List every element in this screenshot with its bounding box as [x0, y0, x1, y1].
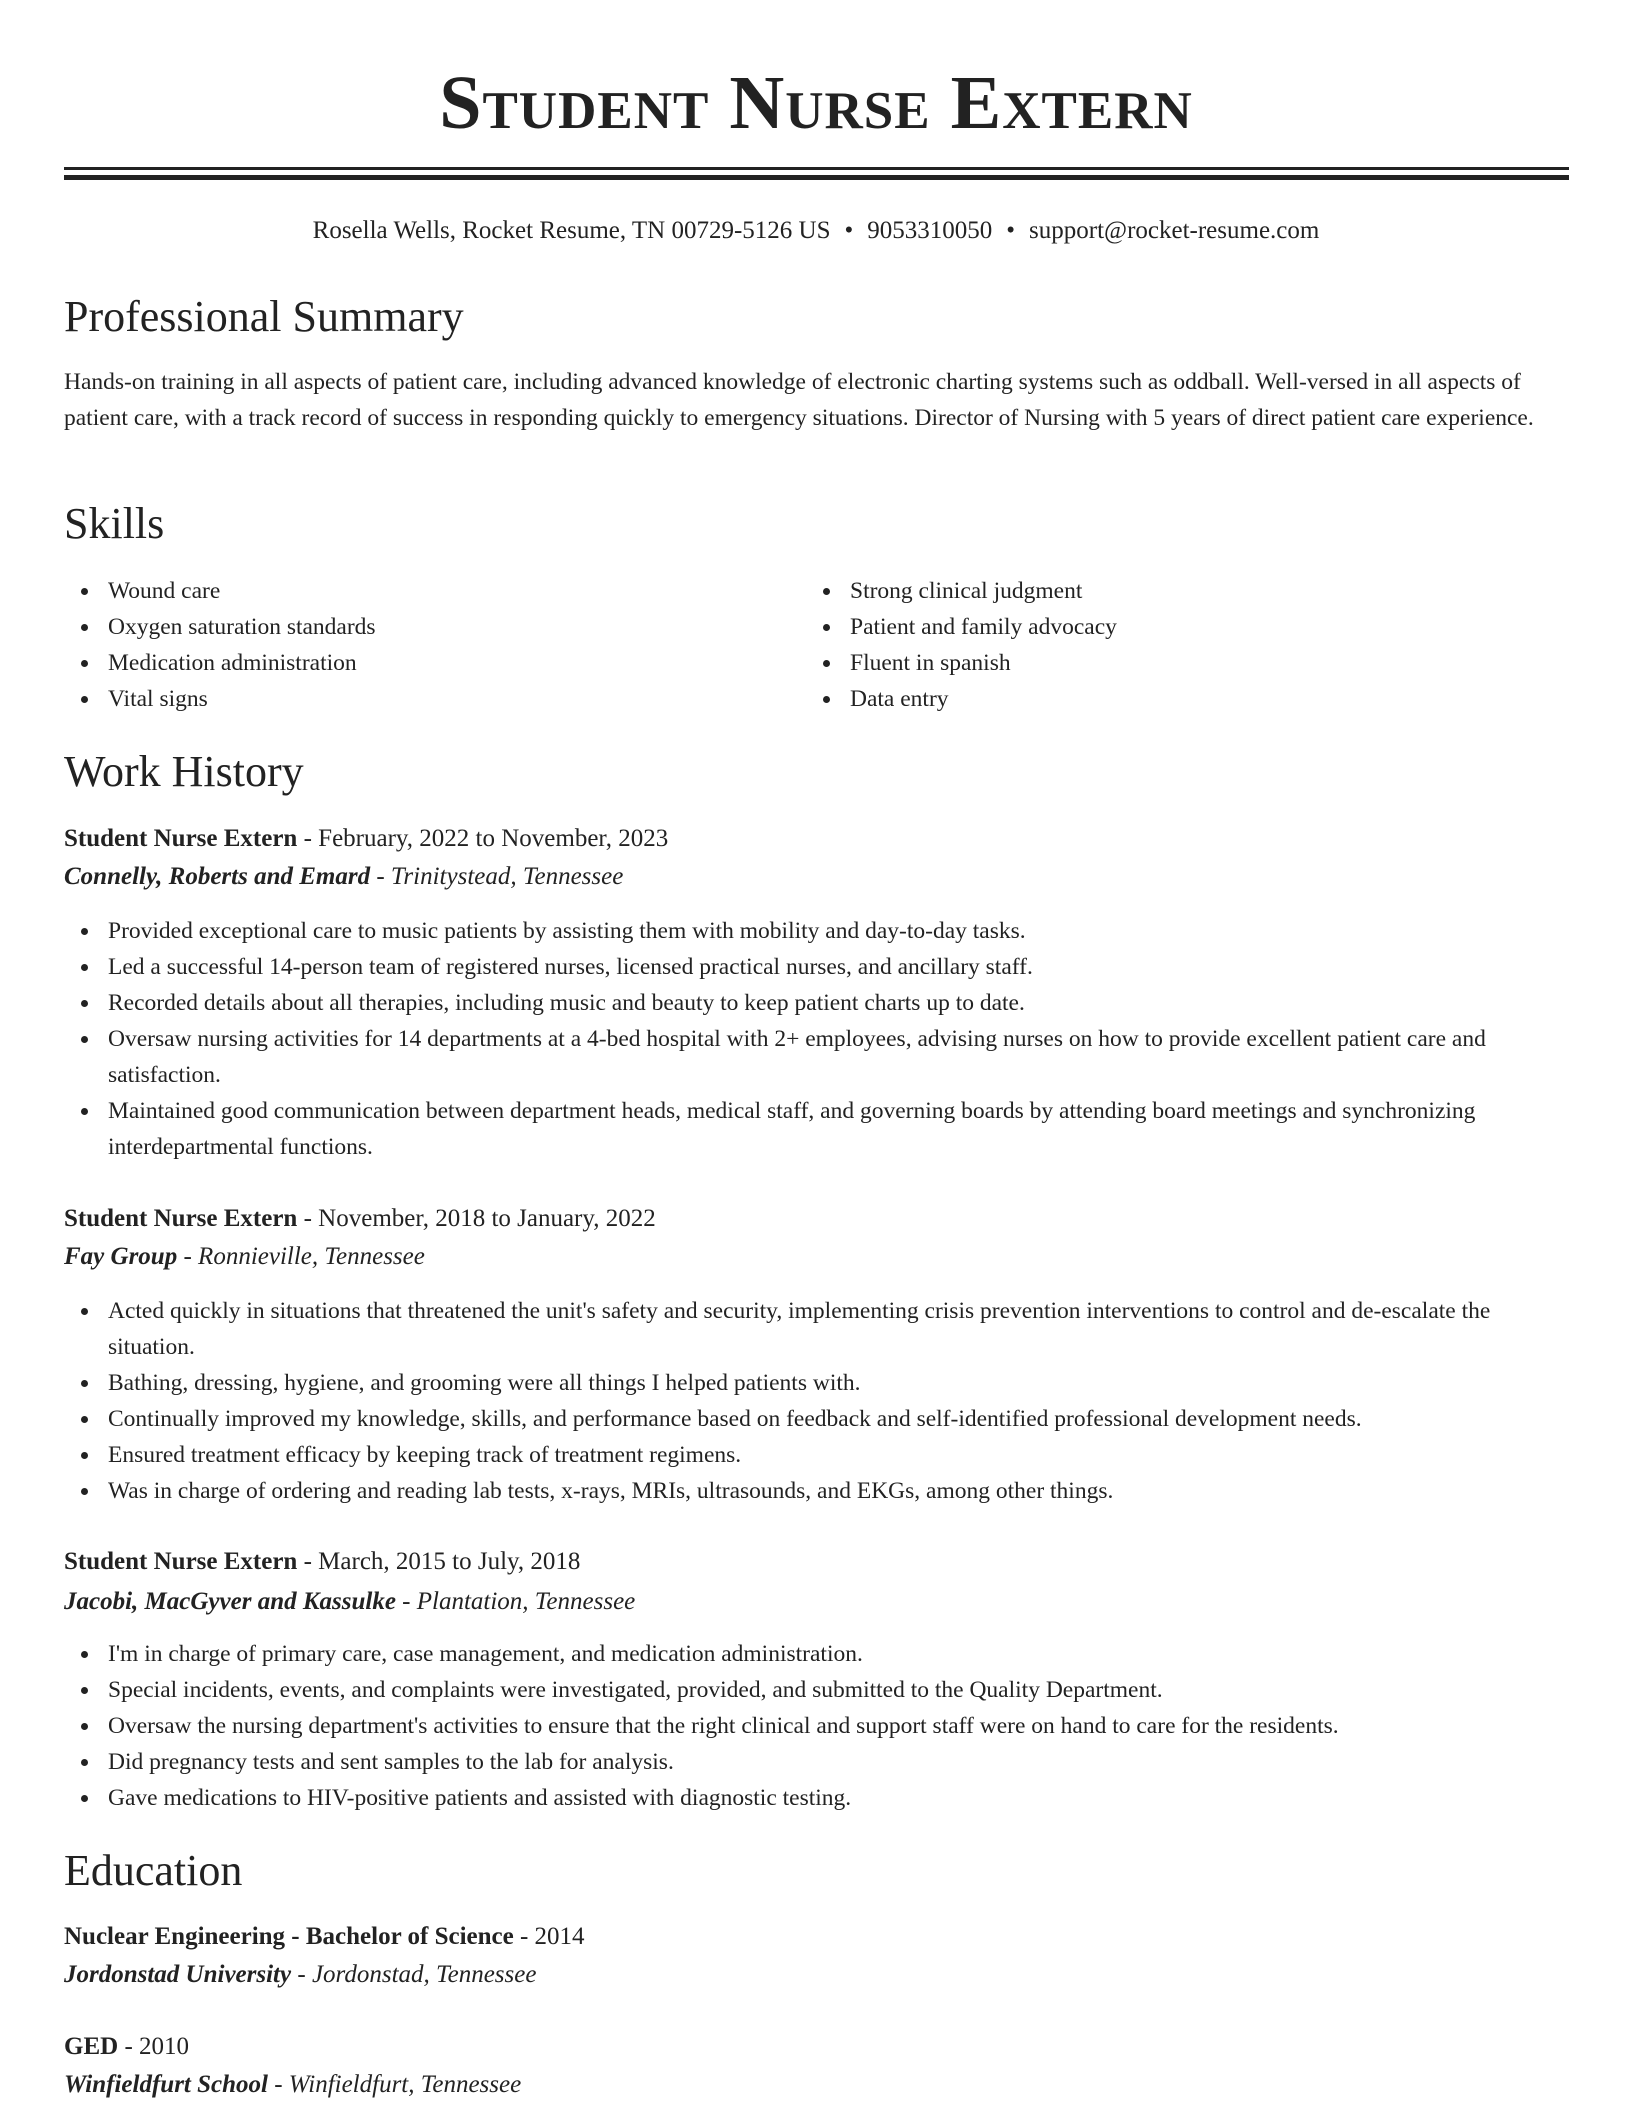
summary-text: Hands-on training in all aspects of patient care, including advanced knowledge of electronic charting systems such as oddball. Well-versed in all aspects of patient care, with a track record of success in responding quickly to emergency situations. Director of Nursing with 5 years of direct patient care experience. [64, 369, 1534, 431]
job-location: Plantation, Tennessee [416, 1588, 636, 1615]
skill-item: Fluent in spanish [806, 645, 1566, 681]
contact-line [0, 215, 1632, 247]
contact-email: support@rocket-resume.com [1029, 217, 1320, 244]
education-school: Winfieldfurt School [64, 2071, 268, 2098]
job-bullet: Was in charge of ordering and reading lab tests, x-rays, MRIs, ultrasounds, and EKGs, among other things. [64, 1473, 1574, 1509]
job-bullet: Recorded details about all therapies, including music and beauty to keep patient charts up to date. [64, 985, 1574, 1021]
job-bullet: Provided exceptional care to music patients by assisting them with mobility and day-to-day tasks. [64, 913, 1574, 949]
education-heading: Education [64, 1846, 243, 1895]
education-degree-line: GED - 2010 [64, 2033, 190, 2060]
job-bullet: Ensured treatment efficacy by keeping track of treatment regimens. [64, 1437, 1574, 1473]
education-location: Jordonstad, Tennessee [311, 1961, 537, 1988]
education-degree: Nuclear Engineering - Bachelor of Science [64, 1923, 514, 1950]
skill-item: Vital signs [64, 681, 764, 717]
job-title-line: Student Nurse Extern - November, 2018 to January, 2022 [64, 1205, 656, 1232]
job-bullet: Continually improved my knowledge, skills, and performance based on feedback and self-identified professional development needs. [64, 1401, 1574, 1437]
job-employer-line: Connelly, Roberts and Emard - Trinitystead, Tennessee [64, 863, 624, 890]
job-bullet: I'm in charge of primary care, case management, and medication administration. [64, 1636, 1574, 1672]
education-location: Winfieldfurt, Tennessee [288, 2071, 522, 2098]
job-bullets [64, 913, 1574, 1165]
job-title-line: Student Nurse Extern - February, 2022 to November, 2023 [64, 825, 669, 852]
contact-separator: • [844, 217, 854, 244]
job-bullet: Led a successful 14-person team of registered nurses, licensed practical nurses, and ancillary staff. [64, 949, 1574, 985]
skills-list-right [806, 573, 1566, 717]
skill-item: Oxygen saturation standards [64, 609, 764, 645]
job-location: Ronnieville, Tennessee [198, 1243, 425, 1270]
skills-list-left [64, 573, 764, 717]
education-year: 2010 [139, 2033, 190, 2060]
contact-address: Rosella Wells, Rocket Resume, TN 00729-5126 US [312, 217, 831, 244]
resume-title: Student Nurse Extern [439, 61, 1193, 145]
job-bullet: Oversaw nursing activities for 14 departments at a 4-bed hospital with 2+ employees, advising nurses on how to provide excellent patient care and satisfaction. [64, 1021, 1574, 1093]
job-dates: November, 2018 to January, 2022 [318, 1205, 656, 1232]
job-bullet: Acted quickly in situations that threatened the unit's safety and security, implementing crisis prevention interventions to control and de-escalate the situation. [64, 1293, 1574, 1365]
job-dates: February, 2022 to November, 2023 [318, 825, 669, 852]
skill-item: Medication administration [64, 645, 764, 681]
job-bullet: Bathing, dressing, hygiene, and grooming were all things I helped patients with. [64, 1365, 1574, 1401]
job-title: Student Nurse Extern [64, 1548, 298, 1575]
job-bullet: Did pregnancy tests and sent samples to the lab for analysis. [64, 1744, 1574, 1780]
job-title-line: Student Nurse Extern - March, 2015 to July, 2018 [64, 1548, 581, 1575]
education-school-line: Jordonstad University - Jordonstad, Tennessee [64, 1961, 537, 1988]
summary-heading: Professional Summary [64, 292, 464, 341]
title-divider-top [64, 167, 1569, 170]
skill-item: Data entry [806, 681, 1566, 717]
job-bullet: Special incidents, events, and complaints were investigated, provided, and submitted to the Quality Department. [64, 1672, 1574, 1708]
job-location: Trinitystead, Tennessee [390, 863, 624, 890]
education-school: Jordonstad University [64, 1961, 292, 1988]
job-employer: Connelly, Roberts and Emard [64, 863, 371, 890]
work-history-heading: Work History [64, 747, 304, 796]
job-bullet: Gave medications to HIV-positive patients and assisted with diagnostic testing. [64, 1780, 1574, 1816]
job-bullets [64, 1636, 1574, 1816]
skills-heading: Skills [64, 499, 165, 548]
education-year: 2014 [534, 1923, 585, 1950]
job-bullets [64, 1293, 1574, 1509]
education-school-line: Winfieldfurt School - Winfieldfurt, Tennessee [64, 2071, 522, 2098]
job-title: Student Nurse Extern [64, 825, 298, 852]
job-title: Student Nurse Extern [64, 1205, 298, 1232]
skill-item: Strong clinical judgment [806, 573, 1566, 609]
skill-item: Wound care [64, 573, 764, 609]
job-bullet: Maintained good communication between department heads, medical staff, and governing boards by attending board meetings and synchronizing interdepartmental functions. [64, 1093, 1574, 1165]
job-employer: Jacobi, MacGyver and Kassulke [64, 1588, 396, 1615]
job-bullet: Oversaw the nursing department's activities to ensure that the right clinical and support staff were on hand to care for the residents. [64, 1708, 1574, 1744]
education-degree-line: Nuclear Engineering - Bachelor of Science - 2014 [64, 1923, 585, 1950]
contact-phone: 9053310050 [867, 217, 993, 244]
skill-item: Patient and family advocacy [806, 609, 1566, 645]
contact-separator: • [1006, 217, 1016, 244]
title-divider-bottom [64, 175, 1569, 180]
job-employer-line: Jacobi, MacGyver and Kassulke - Plantation, Tennessee [64, 1588, 636, 1615]
job-employer-line: Fay Group - Ronnieville, Tennessee [64, 1243, 425, 1270]
job-dates: March, 2015 to July, 2018 [318, 1548, 581, 1575]
education-degree: GED [64, 2033, 119, 2060]
job-employer: Fay Group [64, 1243, 178, 1270]
